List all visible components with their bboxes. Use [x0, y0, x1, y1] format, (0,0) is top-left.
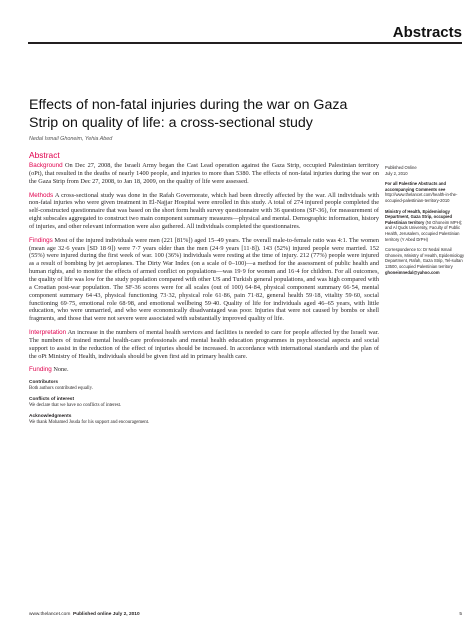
section-text: An increase in the numbers of mental health services and facilities is needed to care for people affected by the Israeli war. The numbers of trained mental health-care professionals and mental health education programmes in psychosocial aspects and social support to assist in the reduction of the effect of injuries should be increased. In accordance with international standards and the plan of the oPt Ministry of Health, individuals should be given first aid in primary health care. — [29, 329, 379, 360]
correspondence — [385, 247, 469, 275]
section-text: On Dec 27, 2008, the Israeli Army began the Cast Lead operation against the Gaza Strip, occupied Palestinian territory (oPt), that resulted in the deaths of nearly 1400 people, and injuries to more than 5380. The effects of non-fatal injuries during the war on the Gaza Strip from Dec 27, 2008, to Jan 18, 2009, on the quality of life were assessed. — [29, 162, 379, 185]
section-heading: Background — [29, 162, 63, 169]
section-heading: Interpretation — [29, 329, 67, 337]
correspondence-text: Correspondence to: Dr Nedal Ismail Ghoneim, Ministry of Health, Epidemiology Department, Rafah, Gaza Strip, Tel-sultan 13500, occupied Palestinian territory — [385, 247, 465, 269]
abstract-label: Abstract — [29, 150, 60, 160]
footer-left — [29, 612, 140, 617]
affiliation-1: Ministry of Health, Epidemiology Department, Gaza Strip, occupied Palestinian territory — [385, 208, 453, 225]
page-footer — [29, 612, 462, 622]
affiliation-3: (Y Abed DrPH) — [400, 236, 428, 242]
see-also-text: For all Palestine Abstracts and accompanying Comments see — [385, 181, 447, 192]
journal-header — [0, 0, 474, 50]
note-text: We declare that we have no conflicts of interest. — [29, 403, 122, 409]
abstract-funding — [29, 366, 379, 374]
footer-site[interactable]: www.thelancet.com — [29, 612, 71, 617]
published-label: Published Online — [385, 165, 417, 170]
note-acknowledgments — [29, 414, 379, 426]
note-heading: Conflicts of interest — [29, 397, 75, 403]
sidebar-notes — [385, 165, 469, 280]
note-heading: Contributors — [29, 380, 59, 386]
abstract-interpretation — [29, 329, 379, 360]
article-authors: Nedal Ismail Ghoneim, Yehia Abed — [29, 136, 113, 142]
note-conflicts — [29, 397, 379, 409]
page-number: 5 — [459, 612, 462, 617]
abstract-methods — [29, 192, 379, 231]
publication-info — [385, 165, 469, 176]
note-text: We thank Mohamed Jouda for his support and encouragement. — [29, 420, 150, 426]
section-heading: Funding — [29, 366, 52, 374]
section-text: Most of the injured individuals were men (221 [81%]) aged 15–49 years. The overall male-to-female ratio was 4:1. The women (mean age 32·6 years [SD 18·9]) were 7·7 years older than the men (24·9 years [11·8]). 143 (52%) injured people were married. 152 (55%) were injured during the first week of war. 100 (36%) individuals were resting at the time of injury. 212 (77%) people were injured as a result of bombing by jet aeroplanes. The Dirty War Index (on a scale of 0–100)—a method for the assessment of public health and human rights, and to monitor the effects of armed conflict on populations—was 19·9 for women and 16·4 for children. For all outcomes, the quality of life was low for the study population compared with other US and Turkish general populations, and was high compared with a Croatian post-war population. The SF-36 scores were for all scales (out of 100) 64·84, physical component summary 66·54, mental component summary 64·43, physical functioning 73·32, physical role 61·86, pain 71·82, general health 59·18, vitality 59·60, social functioning 69·75, emotional role 68·98, and emotional wellbeing 59·40. Quality of life for individuals aged 46–65 years, with little education, who were unmarried, and who were economically disadvantaged was poor. Injuries that were not caused by bombs or shell fragments, and those that were not severe were associated with substantially improved quality of life. — [29, 236, 379, 323]
section-heading: Methods — [29, 191, 54, 199]
note-text: Both authors contributed equally. — [29, 386, 93, 392]
section-heading: Findings — [29, 236, 53, 244]
article-body — [29, 150, 379, 431]
section-text: A cross-sectional study was done in the Rafah Governorate, which had been directly affected by the war. All individuals with non-fatal injuries who were given treatment in El-Najjar Hospital were enrolled in this study. A total of 274 injured people completed the self-constructed questionnaire that was based on the short form health survey questionnaire with 36 questions (SF-36), for measurement of eight subscales aggregated to construct two main component summary measures—physical and mental. Demographic information, history of injuries, and other relevant information were also gathered. All individuals completed the questionnaires. — [29, 191, 379, 230]
published-date: July 2, 2010 — [385, 170, 408, 176]
see-also-link[interactable]: http://www.thelancet.com/health-in-the-occupied-palestinian-territory-2010 — [385, 192, 458, 203]
affiliations — [385, 209, 469, 243]
abstract-background — [29, 162, 379, 186]
section-title: Abstracts — [392, 24, 462, 41]
note-heading: Acknowledgments — [29, 414, 72, 420]
footer-published: Published online July 2, 2010 — [73, 612, 140, 617]
article-notes — [29, 380, 379, 426]
correspondence-email[interactable]: ghoneimnedal@yahoo.com — [385, 269, 440, 275]
article-title: Effects of non-fatal injuries during the war on Gaza Strip on quality of life: a cross-sectional study — [29, 97, 348, 131]
see-also — [385, 181, 469, 203]
section-text: None. — [51, 366, 69, 374]
header-rule — [28, 42, 462, 44]
abstract-findings — [29, 237, 379, 323]
note-contributors — [29, 380, 379, 392]
affiliation-2: (NI Ghoneim MPH); and Al Quds University, Faculty of Public Health, Jerusalem, occupied Palestinian territory — [385, 219, 463, 242]
